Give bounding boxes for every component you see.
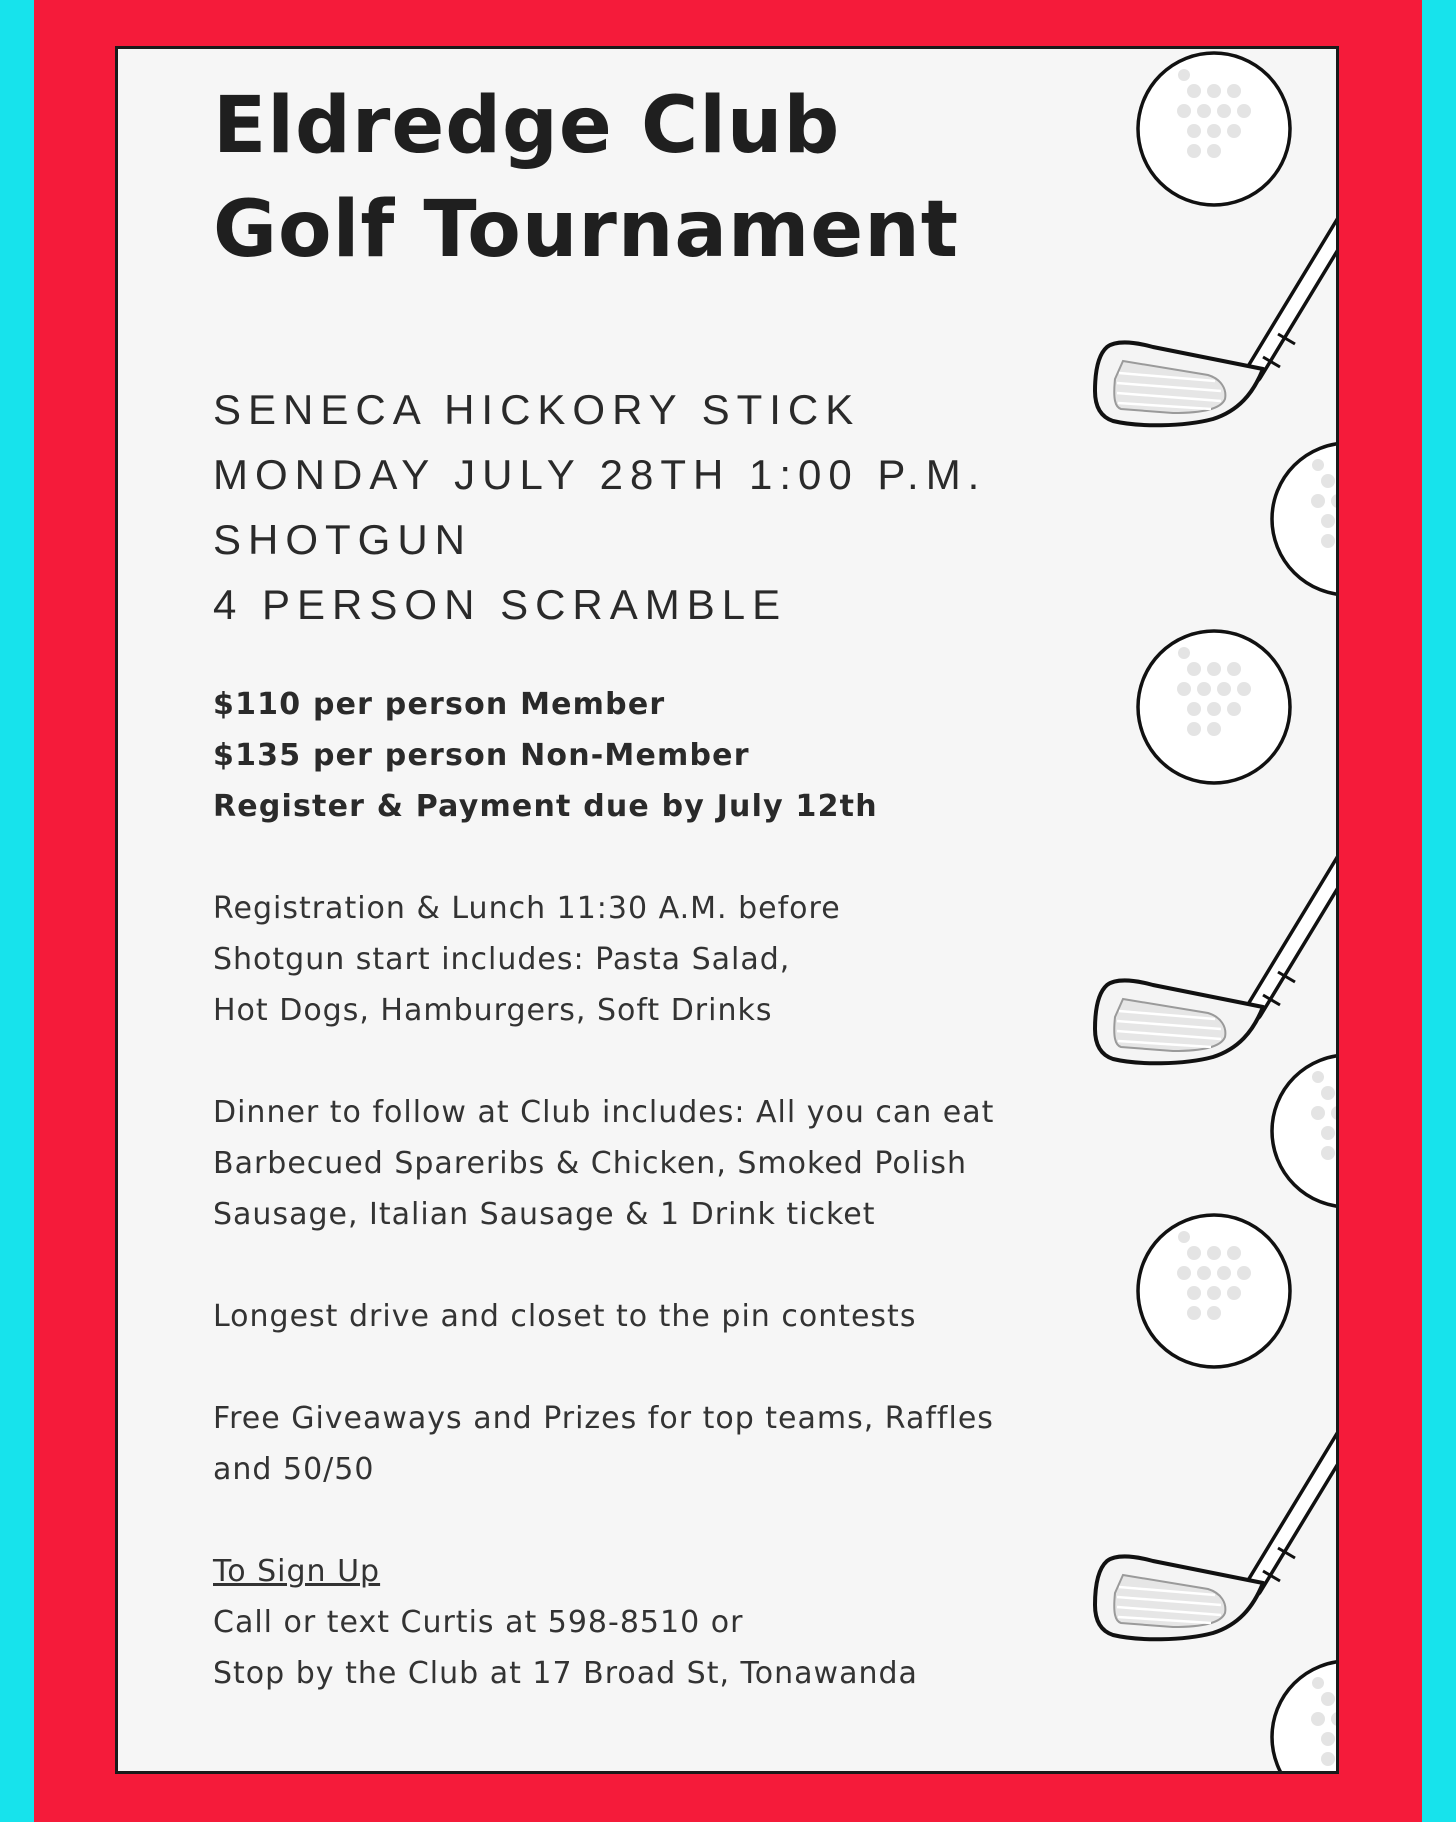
pricing [213, 679, 1173, 832]
poster [115, 46, 1339, 1774]
event-info [213, 377, 1173, 637]
title-line-1: Eldredge Club [213, 81, 841, 171]
dinner-line: Dinner to follow at Club includes: All you can eat [213, 1095, 995, 1130]
lunch-info [213, 883, 1173, 1036]
price-member: $110 per person Member [213, 687, 666, 722]
event-venue: SENECA HICKORY STICK [213, 386, 861, 433]
golf-ball-icon [1272, 1055, 1336, 1207]
prizes-line: and 50/50 [213, 1452, 375, 1487]
lunch-line: Hot Dogs, Hamburgers, Soft Drinks [213, 993, 773, 1028]
signup-heading: To Sign Up [213, 1554, 381, 1589]
signup-info [213, 1546, 1173, 1699]
dinner-line: Barbecued Spareribs & Chicken, Smoked Polish [213, 1146, 968, 1181]
dinner-info [213, 1087, 1173, 1240]
signup-contact: Call or text Curtis at 598-8510 or [213, 1605, 744, 1640]
title-line-2: Golf Tournament [213, 185, 960, 275]
dinner-line: Sausage, Italian Sausage & 1 Drink ticket [213, 1197, 876, 1232]
golf-ball-icon [1272, 443, 1336, 595]
golf-ball-icon [1272, 1661, 1336, 1771]
event-start: SHOTGUN [213, 516, 472, 563]
lunch-line: Registration & Lunch 11:30 A.M. before [213, 891, 841, 926]
poster-content [213, 49, 1173, 1699]
registration-deadline: Register & Payment due by July 12th [213, 789, 878, 824]
contests-line: Longest drive and closet to the pin contests [213, 1299, 917, 1334]
page-title [213, 74, 1173, 282]
lunch-line: Shotgun start includes: Pasta Salad, [213, 942, 791, 977]
price-non-member: $135 per person Non-Member [213, 738, 750, 773]
event-format: 4 PERSON SCRAMBLE [213, 581, 788, 628]
contests-info [213, 1291, 1173, 1342]
prizes-info [213, 1393, 1173, 1495]
event-datetime: MONDAY JULY 28TH 1:00 P.M. [213, 451, 987, 498]
signup-address: Stop by the Club at 17 Broad St, Tonawanda [213, 1656, 918, 1691]
prizes-line: Free Giveaways and Prizes for top teams, Raffles [213, 1401, 994, 1436]
